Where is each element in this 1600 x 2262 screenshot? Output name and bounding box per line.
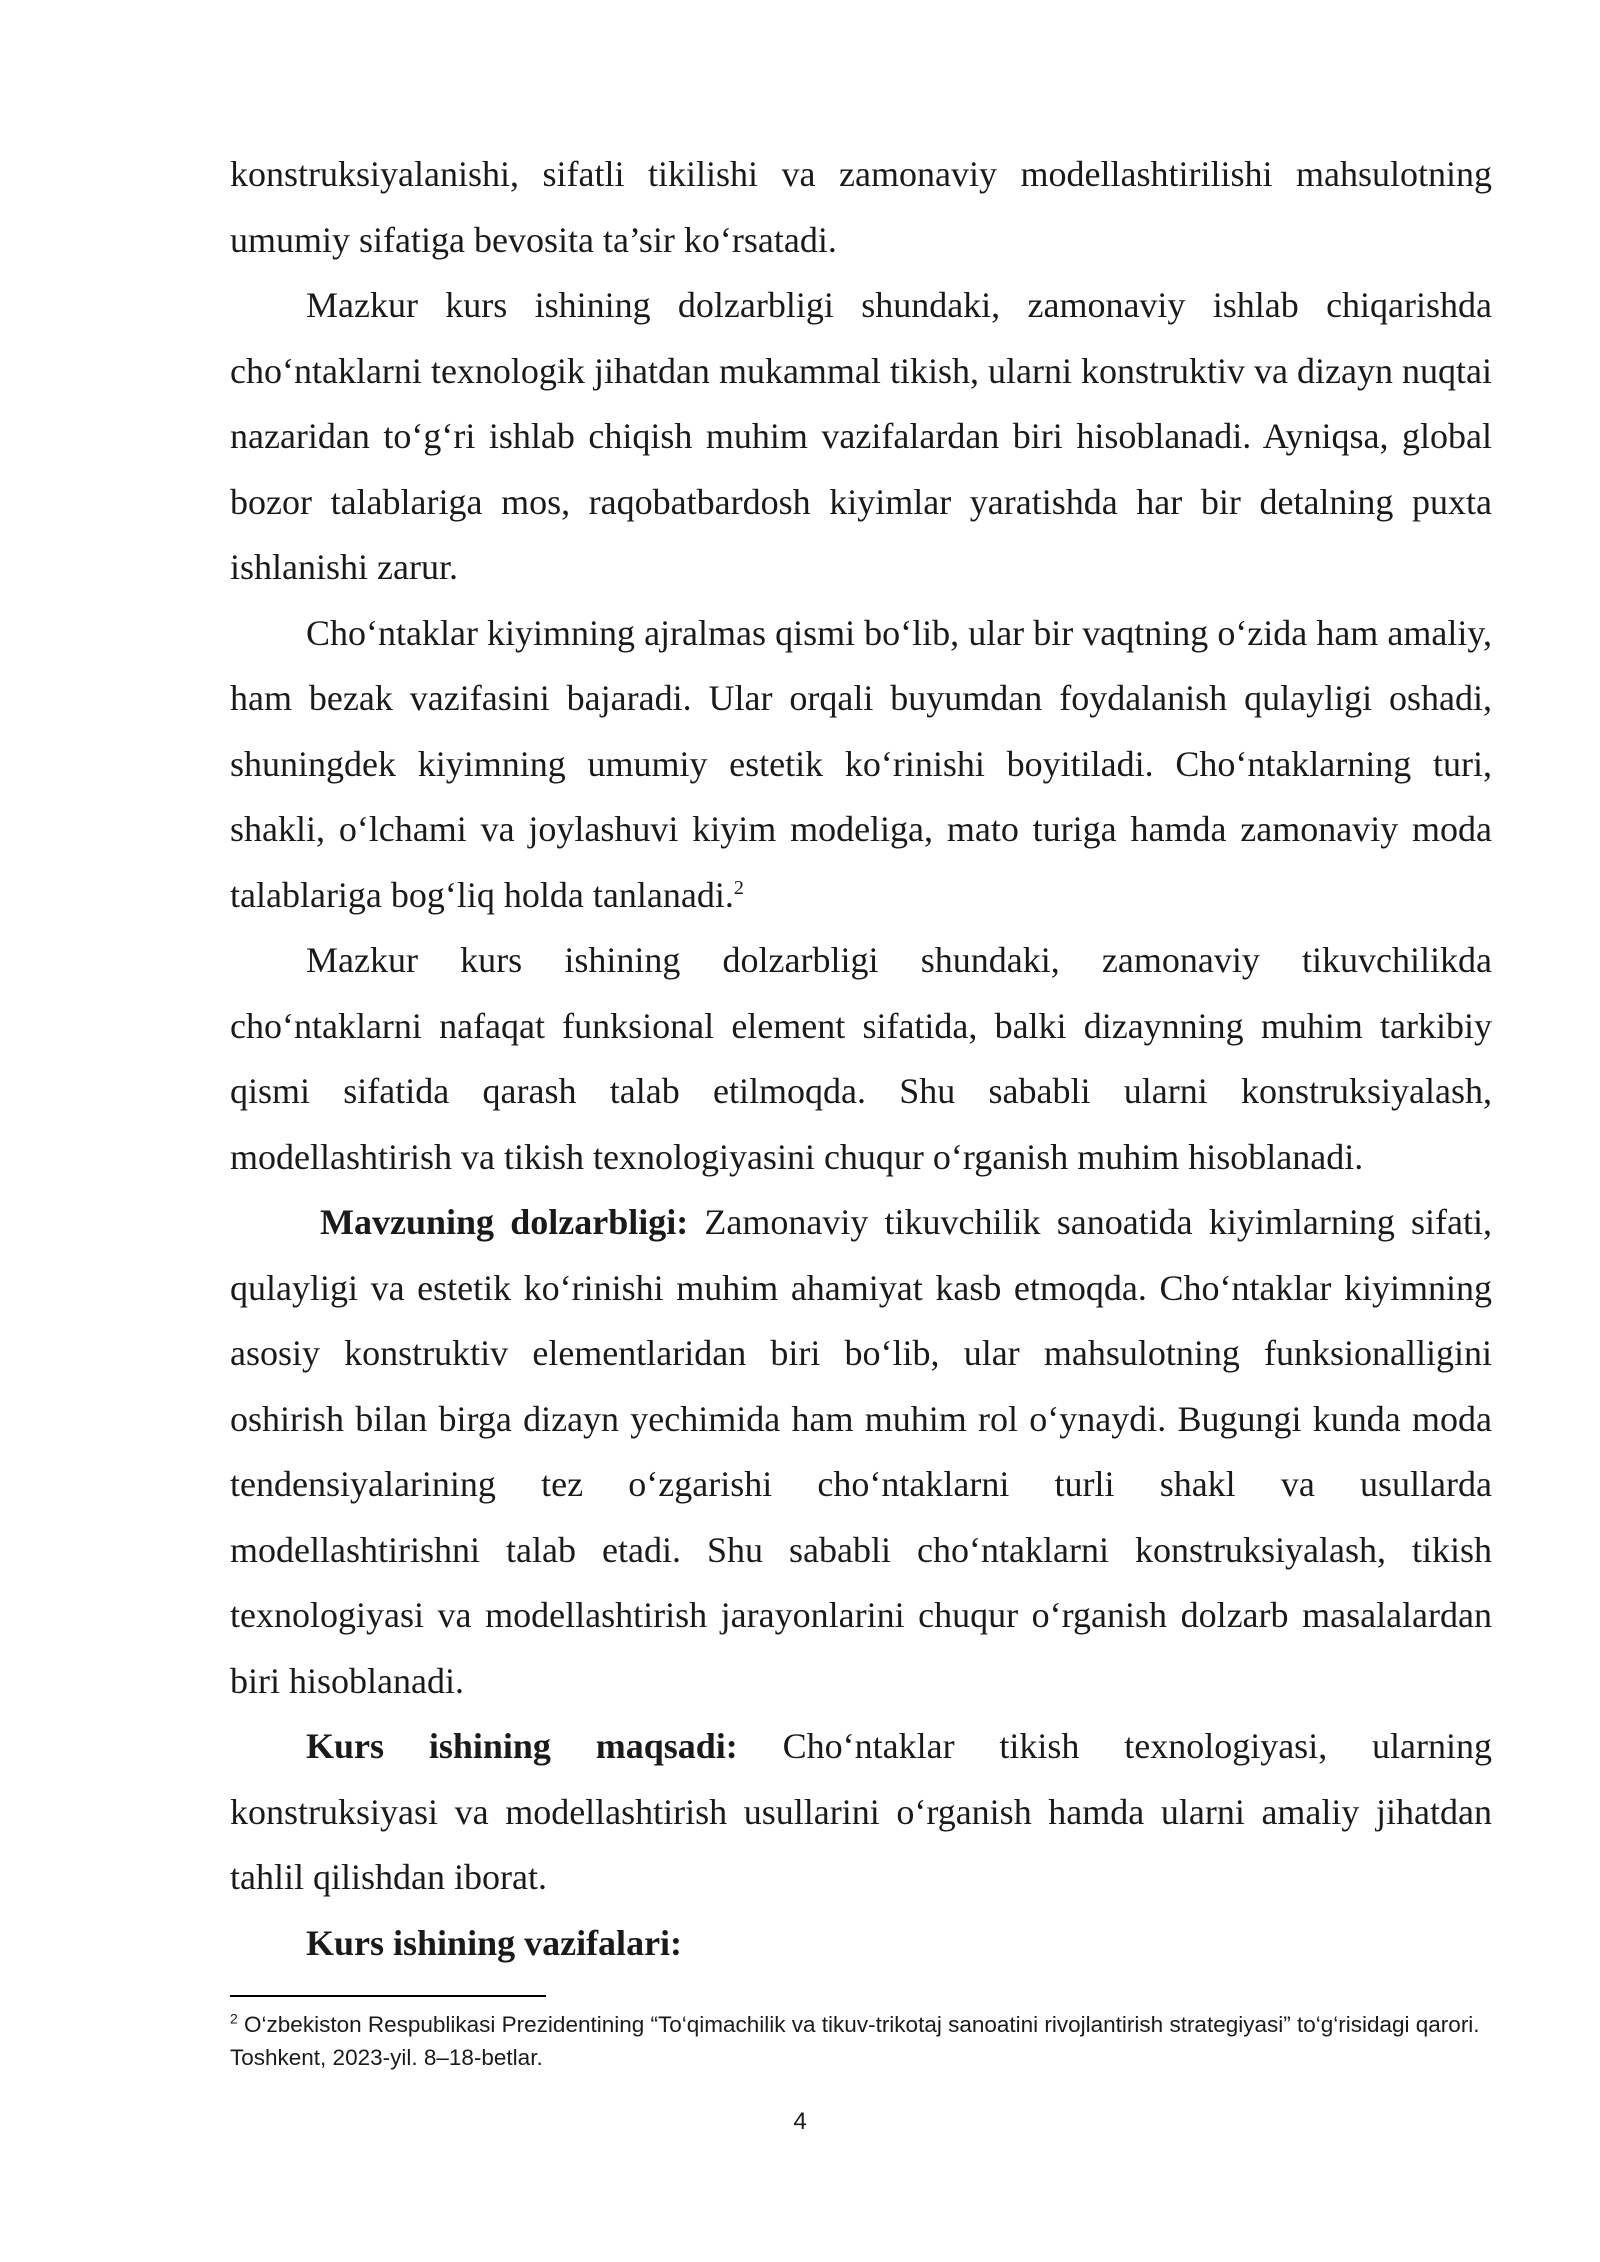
paragraph-course-goal (230, 1714, 1492, 1911)
footnote-separator (230, 1995, 546, 1997)
paragraph-course-tasks (230, 1911, 1492, 1977)
paragraph-pockets-role (230, 601, 1492, 929)
paragraph-relevance-design: Mazkur kurs ishining dolzarbligi shundaki, zamonaviy tikuvchilikda cho‘ntaklarni nafaqat funksional element sifatida, balki dizaynning muhim tarkibiy qismi sifatida qarash talab etilmoqda. Shu sababli ularni konstruksiyalash, modellashtirish va tikish texnologiyasini chuqur o‘rganish muhim hisoblanadi. (230, 940, 1492, 1177)
topic-relevance-text: Zamonaviy tikuvchilik sanoatida kiyimlarning sifati, qulayligi va estetik ko‘rinishi muhim ahamiyat kasb etmoqda. Cho‘ntaklar kiyimning asosiy konstruktiv elementlaridan biri bo‘lib, ular mahsulotning funksionalligini oshirish bilan birga dizayn yechimida ham muhim rol o‘ynaydi. Bugungi kunda moda tendensiyalarining tez o‘zgarishi cho‘ntaklarni turli shakl va usullarda modellashtirishni talab etadi. Shu sababli cho‘ntaklarni konstruksiyalash, tikish texnologiyasi va modellashtirish jarayonlarini chuqur o‘rganish dolzarb masalalardan biri hisoblanadi. (230, 1202, 1492, 1701)
page-number: 4 (793, 2108, 807, 2135)
paragraph-continuation: konstruksiyalanishi, sifatli tikilishi va zamonaviy modellashtirilishi mahsulotning umumiy sifatiga bevosita ta’sir ko‘rsatadi. (230, 154, 1492, 260)
course-goal-heading: Kurs ishining maqsadi: (306, 1726, 738, 1766)
course-tasks-heading: Kurs ishining vazifalari: (306, 1922, 683, 1963)
footnote (230, 2008, 1492, 2074)
paragraph-pockets-role-text: Cho‘ntaklar kiyimning ajralmas qismi bo‘lib, ular bir vaqtning o‘zida ham amaliy, ham bezak vazifasini bajaradi. Ular orqali buyumdan foydalanish qulayligi oshadi, shuningdek kiyimning umumiy estetik ko‘rinishi boyitiladi. Cho‘ntaklarning turi, shakli, o‘lchami va joylashuvi kiyim modeliga, mato turiga hamda zamonaviy moda talablariga bog‘liq holda tanlanadi. (230, 612, 1492, 915)
course-goal-text: Cho‘ntaklar tikish texnologiyasi, ularning konstruksiyasi va modellashtirish usullarini o‘rganish hamda ularni amaliy jihatdan tahlil qilishdan iborat. (230, 1726, 1492, 1897)
paragraph-topic-relevance (230, 1190, 1492, 1714)
paragraph-relevance-intro: Mazkur kurs ishining dolzarbligi shundaki, zamonaviy ishlab chiqarishda cho‘ntaklarni texnologik jihatdan mukammal tikish, ularni konstruktiv va dizayn nuqtai nazaridan to‘g‘ri ishlab chiqish muhim vazifalardan biri hisoblanadi. Ayniqsa, global bozor talablariga mos, raqobatbardosh kiyimlar yaratishda har bir detalning puxta ishlanishi zarur. (230, 285, 1492, 587)
footnote-reference[interactable]: 2 (733, 876, 744, 899)
topic-relevance-heading: Mavzuning dolzarbligi: (320, 1202, 689, 1242)
body-text (230, 142, 1492, 1976)
footnote-number: 2 (230, 2010, 238, 2027)
footnote-text: O‘zbekiston Respublikasi Prezidentining “To‘qimachilik va tikuv-trikotaj sanoatini rivojlantirish strategiyasi” to‘g‘risidagi qarori. Toshkent, 2023-yil. 8–18-betlar. (230, 2012, 1480, 2070)
